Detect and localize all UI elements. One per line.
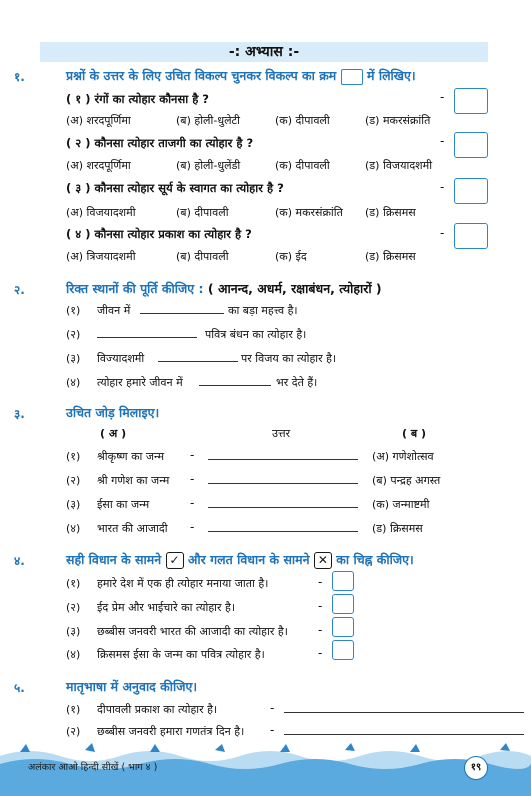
section2-heading-text: रिक्त स्थानों की पूर्ति कीजिए :	[66, 281, 204, 296]
option: (क) मकरसंक्रांति	[275, 206, 343, 219]
section2-number: २.	[14, 283, 25, 297]
fill-number: (३)	[66, 352, 81, 365]
section2-heading	[66, 280, 382, 297]
column-a-header: ( अ )	[100, 427, 127, 440]
match-left: ईसा का जन्म	[97, 498, 150, 511]
fill-after: भर देते हैं।	[276, 376, 318, 389]
option: (ड) क्रिसमस	[365, 250, 416, 263]
option: (ब) दीपावली	[176, 250, 229, 263]
cross-icon: ✕	[314, 552, 332, 569]
section4-heading-c: का चिह्न कीजिए।	[336, 552, 414, 567]
option: (क) दीपावली	[275, 159, 330, 172]
dash: -	[190, 448, 195, 462]
dash: -	[270, 723, 275, 737]
match-left: भारत की आजादी	[97, 522, 168, 535]
translate-number: (१)	[66, 703, 81, 716]
fill-number: (२)	[66, 328, 81, 341]
true-false-box-4[interactable]	[332, 640, 354, 660]
column-answer-header: उत्तर	[272, 427, 291, 440]
section3-number: ३.	[14, 407, 25, 421]
true-false-box-1[interactable]	[332, 571, 354, 591]
option: (क) ईद	[275, 250, 307, 263]
section5-heading: मातृभाषा में अनुवाद कीजिए।	[66, 679, 198, 694]
statement-text: ईद प्रेम और भाईचारे का त्योहार है।	[97, 601, 236, 614]
page-title: -: अभ्यास :-	[228, 44, 300, 60]
section4-number: ४.	[14, 554, 25, 568]
match-answer-line-4[interactable]	[208, 531, 358, 532]
translate-number: (२)	[66, 725, 81, 738]
dash: -	[270, 701, 275, 715]
statement-number: (४)	[66, 648, 81, 661]
blank-line-3[interactable]	[158, 361, 238, 362]
match-answer-line-2[interactable]	[208, 483, 358, 484]
fill-after: पर विजय का त्योहार है।	[241, 352, 337, 365]
fill-before: त्योहार हमारे जीवन में	[97, 376, 183, 389]
blank-line-1[interactable]	[140, 313, 224, 314]
dash: -	[190, 496, 195, 510]
option: (क) दीपावली	[275, 114, 330, 127]
blank-line-2[interactable]	[97, 337, 197, 338]
answer-box-q4[interactable]	[454, 223, 488, 249]
shell-icons	[20, 743, 510, 752]
section1-number: १.	[14, 70, 25, 84]
dash: -	[440, 90, 445, 104]
dash: -	[190, 472, 195, 486]
option: (अ) विजयादशमी	[66, 206, 136, 219]
dash: -	[318, 646, 323, 660]
option: (ड) विजयादशमी	[365, 159, 433, 172]
section4-heading-b: और गलत विधान के सामने	[187, 552, 310, 567]
match-number: (१)	[66, 450, 81, 463]
statement-text: हमारे देश में एक ही त्योहार मनाया जाता है।	[97, 577, 269, 590]
blank-line-4[interactable]	[199, 385, 271, 386]
match-number: (२)	[66, 474, 81, 487]
match-right: (ड) क्रिसमस	[372, 522, 423, 535]
dash: -	[440, 134, 445, 148]
answer-box-q1[interactable]	[454, 88, 488, 114]
option: (अ) शरदपूर्णिमा	[66, 114, 131, 127]
statement-number: (१)	[66, 577, 81, 590]
option: (अ) शरदपूर्णिमा	[66, 159, 131, 172]
book-title-footer: अलंकार आओ हिन्दी सीखें ( भाग ४ )	[28, 762, 158, 773]
option: (ड) मकरसंक्रांति	[365, 114, 431, 127]
translate-line-1[interactable]	[284, 712, 524, 713]
question-1: ( १ ) रंगों का त्योहार कौनसा है ?	[66, 92, 209, 106]
section3-heading: उचित जोड़ मिलाइए।	[66, 405, 160, 420]
translate-text: दीपावली प्रकाश का त्योहार है।	[97, 703, 218, 716]
dash: -	[440, 226, 445, 240]
match-left: श्रीकृष्ण का जन्म	[97, 450, 165, 463]
fill-before: जीवन में	[97, 304, 131, 317]
inline-answer-box	[341, 69, 363, 85]
fill-after: का बड़ा महत्त्व है।	[228, 304, 298, 317]
section2-word-bank: ( आनन्द, अधर्म, रक्षाबंधन, त्योहारों )	[207, 281, 382, 296]
fill-number: (४)	[66, 376, 81, 389]
fill-before: विज्यादशमी	[97, 352, 145, 365]
answer-box-q2[interactable]	[454, 132, 488, 158]
match-left: श्री गणेश का जन्म	[97, 474, 170, 487]
dash: -	[190, 520, 195, 534]
match-answer-line-3[interactable]	[208, 507, 358, 508]
match-right: (अ) गणेशोत्सव	[372, 450, 434, 463]
question-3: ( ३ ) कौनसा त्योहार सूर्य के स्वागत का त्योहार है ?	[66, 181, 284, 195]
section1-heading	[66, 67, 416, 85]
section4-heading	[66, 551, 414, 569]
checkmark-icon: ✓	[166, 552, 184, 569]
true-false-box-3[interactable]	[332, 617, 354, 637]
dash: -	[318, 575, 323, 589]
dash: -	[440, 180, 445, 194]
question-4: ( ४ ) कौनसा त्योहार प्रकाश का त्योहार है ?	[66, 227, 252, 241]
match-right: (ब) पन्द्रह अगस्त	[372, 474, 441, 487]
section1-heading-text: प्रश्नों के उत्तर के लिए उचित विकल्प चुनकर विकल्प का क्रम	[66, 68, 337, 83]
section5-number: ५.	[14, 681, 25, 695]
option: (अ) त्रिजयादशमी	[66, 250, 136, 263]
option: (ब) दीपावली	[176, 206, 229, 219]
dash: -	[318, 623, 323, 637]
option: (ब) होली-धुलेंडी	[176, 159, 241, 172]
true-false-box-2[interactable]	[332, 594, 354, 614]
translate-text: छब्बीस जनवरी हमारा गणतंत्र दिन है।	[97, 725, 245, 738]
match-right: (क) जन्माष्टमी	[372, 498, 430, 511]
translate-line-2[interactable]	[284, 734, 524, 735]
column-b-header: ( ब )	[402, 427, 426, 440]
question-2: ( २ ) कौनसा त्योहार ताजगी का त्योहार है ?	[66, 136, 254, 150]
statement-number: (३)	[66, 625, 81, 638]
page-number: १९	[464, 756, 488, 780]
section4-heading-a: सही विधान के सामने	[66, 552, 162, 567]
answer-box-q3[interactable]	[454, 178, 488, 204]
match-number: (४)	[66, 522, 81, 535]
section1-heading-tail: में लिखिए।	[367, 68, 416, 83]
dash: -	[318, 599, 323, 613]
match-number: (३)	[66, 498, 81, 511]
option: (ब) होली-धुलेटी	[176, 114, 240, 127]
fill-after: पवित्र बंधन का त्योहार है।	[205, 328, 307, 341]
statement-text: क्रिसमस ईसा के जन्म का पवित्र त्योहार है।	[97, 648, 265, 661]
statement-text: छब्बीस जनवरी भारत की आजादी का त्योहार है।	[97, 625, 288, 638]
match-answer-line-1[interactable]	[208, 459, 358, 460]
fill-number: (१)	[66, 304, 81, 317]
statement-number: (२)	[66, 601, 81, 614]
option: (ड) क्रिसमस	[365, 206, 416, 219]
